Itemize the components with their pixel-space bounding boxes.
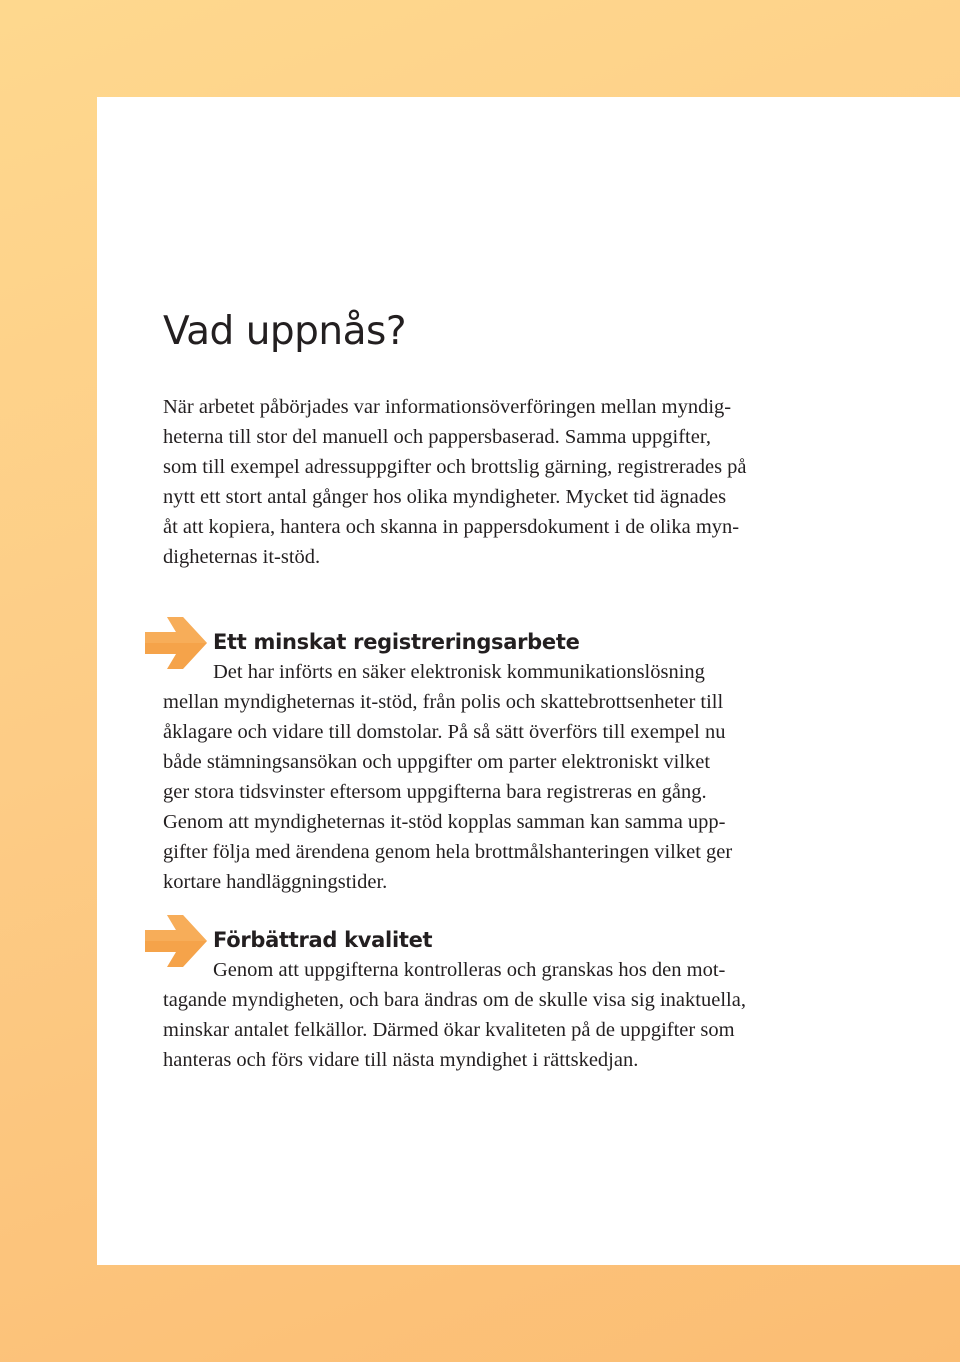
text-line: hanteras och förs vidare till nästa myndighet i rättskedjan.: [163, 1049, 639, 1071]
text-line: som till exempel adressuppgifter och brottslig gärning, registrerades på: [163, 456, 747, 478]
text-line: både stämningsansökan och uppgifter om parter elektroniskt vilket: [163, 751, 711, 773]
text-line: ger stora tidsvinster eftersom uppgifterna bara registreras en gång.: [163, 781, 707, 803]
text-line: mellan myndigheternas it-stöd, från polis och skattebrottsenheter till: [163, 691, 724, 713]
section-paragraph: [163, 955, 833, 1075]
section-heading-text: Ett minskat registreringsarbete: [213, 630, 580, 654]
text-line: tagande myndigheten, och bara ändras om de skulle visa sig inaktuella,: [163, 989, 746, 1011]
text-line: åklagare och vidare till domstolar. På så sätt överförs till exempel nu: [163, 721, 726, 743]
text-line: gifter följa med ärendena genom hela brottmålshanteringen vilket ger: [163, 841, 733, 863]
section-heading: [163, 627, 833, 657]
text-line: kortare handläggningstider.: [163, 871, 388, 893]
arrow-right-icon: [145, 617, 207, 669]
text-line: Genom att uppgifterna kontrolleras och granskas hos den mot-: [213, 959, 726, 981]
section-reduced-registration: [163, 627, 833, 897]
section-heading-text: Förbättrad kvalitet: [213, 928, 433, 952]
text-line: Genom att myndigheternas it-stöd kopplas samman kan samma upp-: [163, 811, 726, 833]
page-title: Vad uppnås?: [163, 309, 407, 354]
text-line: heterna till stor del manuell och pappersbaserad. Samma uppgifter,: [163, 426, 711, 448]
text-line: digheternas it-stöd.: [163, 546, 321, 568]
arrow-right-icon: [145, 915, 207, 967]
section-improved-quality: [163, 925, 833, 1075]
text-line: Det har införts en säker elektronisk kommunikationslösning: [213, 661, 705, 683]
section-heading: [163, 925, 833, 955]
intro-paragraph: [163, 392, 833, 572]
text-line: nytt ett stort antal gånger hos olika myndigheter. Mycket tid ägnades: [163, 486, 727, 508]
text-line: åt att kopiera, hantera och skanna in pappersdokument i de olika myn-: [163, 516, 740, 538]
text-line: När arbetet påbörjades var informationsöverföringen mellan myndig-: [163, 396, 732, 418]
section-paragraph: [163, 657, 833, 897]
text-line: minskar antalet felkällor. Därmed ökar kvaliteten på de uppgifter som: [163, 1019, 735, 1041]
